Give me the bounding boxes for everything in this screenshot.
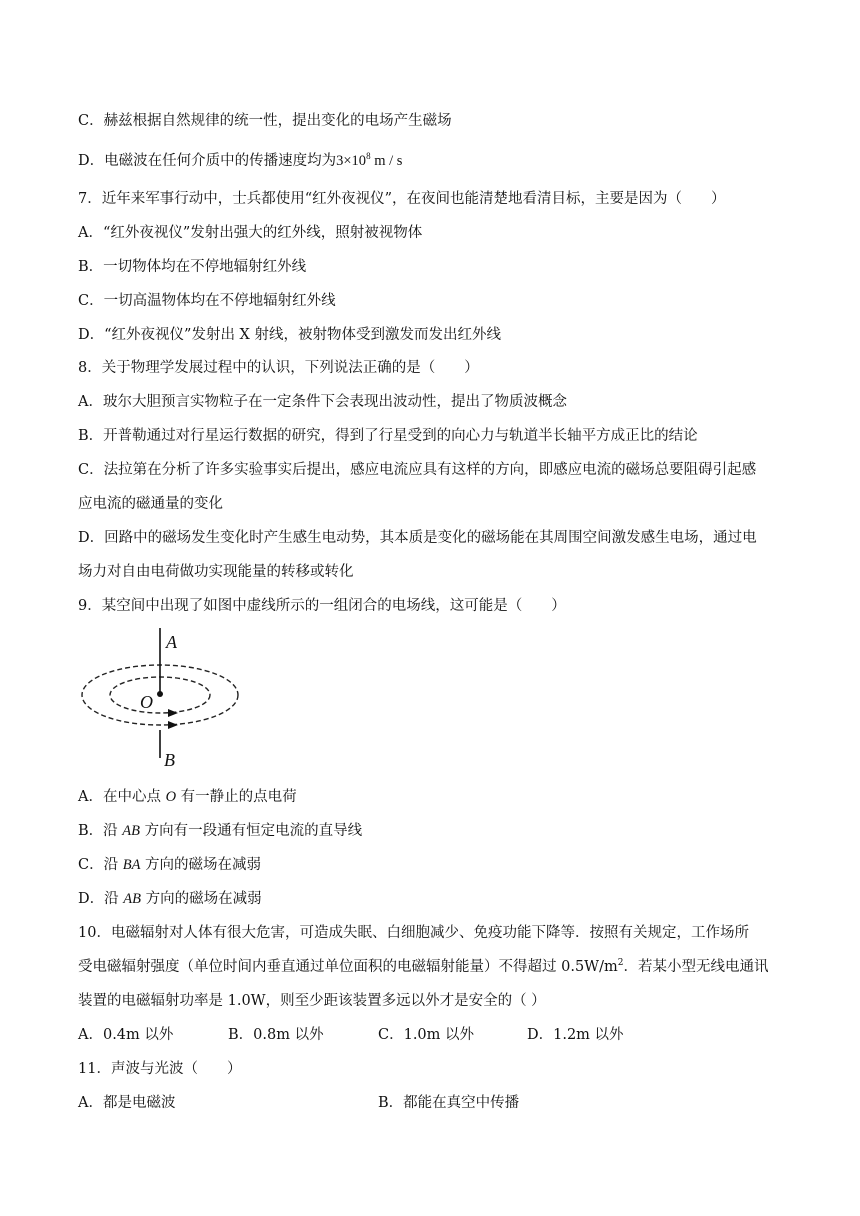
q7-stem: 7．近年来军事行动中，士兵都使用“红外夜视仪”，在夜间也能清楚地看清目标，主要是因为（ ） bbox=[78, 191, 726, 207]
q10-stem-line2 bbox=[78, 957, 768, 977]
q9-option-d-var: AB bbox=[123, 891, 141, 907]
q6-option-d bbox=[78, 151, 402, 171]
q6-option-c: C．赫兹根据自然规律的统一性，提出变化的电场产生磁场 bbox=[78, 113, 452, 129]
q8-option-c-line1: C．法拉第在分析了许多实验事实后提出，感应电流应具有这样的方向，即感应电流的磁场总要阻碍引起感 bbox=[78, 462, 757, 478]
q7-option-a: A．“红外夜视仪”发射出强大的红外线，照射被视物体 bbox=[78, 225, 423, 241]
q11-option-b: B．都能在真空中传播 bbox=[378, 1095, 520, 1111]
q8-option-a: A．玻尔大胆预言实物粒子在一定条件下会表现出波动性，提出了物质波概念 bbox=[78, 394, 567, 410]
q7-option-b: B．一切物体均在不停地辐射红外线 bbox=[78, 259, 307, 275]
q10-option-b: B．0.8m 以外 bbox=[228, 1027, 324, 1043]
q9-option-d bbox=[78, 889, 262, 909]
q10-unit-exponent: 2 bbox=[617, 958, 624, 968]
center-point-o bbox=[157, 691, 163, 697]
q7-option-c: C．一切高温物体均在不停地辐射红外线 bbox=[78, 293, 336, 309]
q9-option-c-pre: C．沿 bbox=[78, 857, 123, 873]
outer-arrow-icon bbox=[168, 721, 178, 729]
q9-option-b bbox=[78, 821, 362, 841]
q10-stem-line2-post: ．若某小型无线电通讯 bbox=[623, 959, 769, 975]
q8-stem: 8．关于物理学发展过程中的认识，下列说法正确的是（ ） bbox=[78, 360, 479, 376]
q8-option-c-line2: 应电流的磁通量的变化 bbox=[78, 496, 223, 512]
q6-speed-value bbox=[336, 153, 402, 169]
q8-option-d-line2: 场力对自由电荷做功实现能量的转移或转化 bbox=[78, 564, 354, 580]
label-a: A bbox=[166, 632, 177, 652]
q9-stem: 9．某空间中出现了如图中虚线所示的一组闭合的电场线，这可能是（ ） bbox=[78, 598, 566, 614]
q9-option-a-post: 有一静止的点电荷 bbox=[176, 789, 297, 805]
label-o: O bbox=[140, 692, 153, 712]
q9-option-b-var: AB bbox=[122, 823, 140, 839]
q9-option-a-pre: A．在中心点 bbox=[78, 789, 166, 805]
q9-option-a bbox=[78, 787, 297, 807]
label-b: B bbox=[164, 750, 175, 770]
q8-option-d-line1: D．回路中的磁场发生变化时产生感生电动势，其本质是变化的磁场能在其周围空间激发感生电场，通过电 bbox=[78, 530, 757, 546]
q6-speed-exponent: 8 bbox=[366, 151, 371, 161]
q11-option-a: A．都是电磁波 bbox=[78, 1095, 176, 1111]
q9-option-b-pre: B．沿 bbox=[78, 823, 123, 839]
q11-stem: 11．声波与光波（ ） bbox=[78, 1061, 242, 1077]
q9-option-c bbox=[78, 855, 261, 875]
q10-stem-line2-pre: 受电磁辐射强度（单位时间内垂直通过单位面积的电磁辐射能量）不得超过 0.5W/m bbox=[78, 959, 618, 975]
q6-speed-unit: m / s bbox=[370, 153, 403, 169]
q10-stem-line3: 装置的电磁辐射功率是 1.0W，则至少距该装置多远以外才是安全的（ ） bbox=[78, 993, 546, 1009]
q6-option-d-text: D．电磁波在任何介质中的传播速度均为 bbox=[78, 153, 337, 169]
q9-option-a-var: O bbox=[165, 789, 177, 805]
q10-stem-line1: 10．电磁辐射对人体有很大危害，可造成失眠、白细胞减少、免疫功能下降等．按照有关规定，工作场所 bbox=[78, 925, 749, 941]
q10-option-a: A．0.4m 以外 bbox=[78, 1027, 174, 1043]
q10-option-d: D．1.2m 以外 bbox=[527, 1027, 624, 1043]
q7-option-d: D．“红外夜视仪”发射出 X 射线，被射物体受到激发而发出红外线 bbox=[78, 327, 501, 343]
q6-speed-mantissa: 3×10 bbox=[336, 153, 367, 169]
q10-option-c: C．1.0m 以外 bbox=[378, 1027, 475, 1043]
q9-option-c-post: 方向的磁场在减弱 bbox=[140, 857, 262, 873]
inner-arrow-icon bbox=[168, 709, 178, 717]
q9-option-d-post: 方向的磁场在减弱 bbox=[140, 891, 262, 907]
q9-option-c-var: BA bbox=[122, 857, 141, 873]
electric-field-lines-figure bbox=[78, 628, 248, 778]
q9-option-b-post: 方向有一段通有恒定电流的直导线 bbox=[139, 823, 363, 839]
q8-option-b: B．开普勒通过对行星运行数据的研究，得到了行星受到的向心力与轨道半长轴平方成正比的结论 bbox=[78, 428, 698, 444]
q9-option-d-pre: D．沿 bbox=[78, 891, 124, 907]
